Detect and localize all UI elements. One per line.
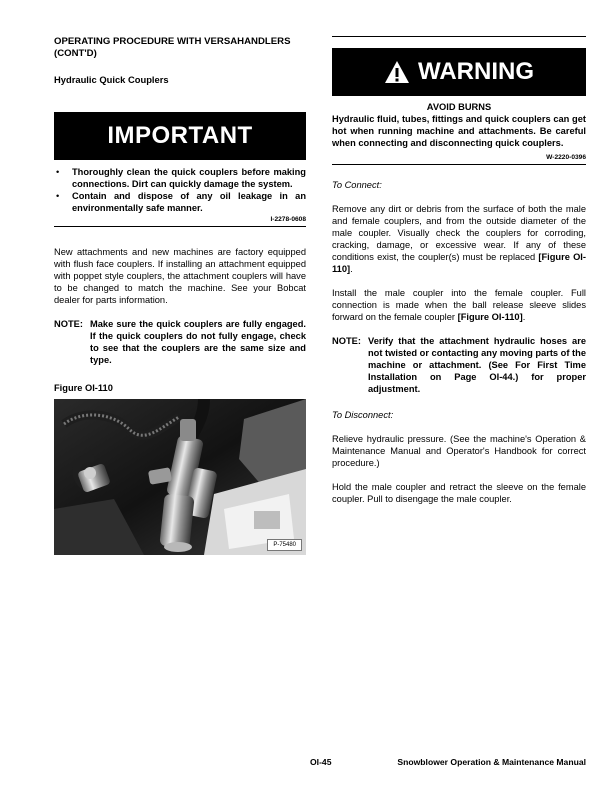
- left-note: [54, 318, 306, 366]
- figure-reference: [Figure OI-110]: [332, 252, 586, 274]
- section-subheading: Hydraulic Quick Couplers: [54, 74, 169, 85]
- figure-label: Figure OI-110: [54, 383, 113, 393]
- connect-paragraph-1: Remove any dirt or debris from the surface of both the male and female couplers, and from the outside diameter of the male coupler. Visually check the couplers for corroding, cracking, damage, or excessive wear. If any of these conditions exist, the coupler(s) must be replaced [Figure OI-110].: [332, 204, 586, 274]
- note-text: Make sure the quick couplers are fully engaged. If the quick couplers do not fully engage, check to see that the couplers are the same size and type.: [90, 319, 306, 365]
- disconnect-paragraph-2: Hold the male coupler and retract the sleeve on the female coupler. Pull to disengage the male coupler.: [332, 482, 586, 504]
- right-column: [332, 36, 586, 505]
- important-bullet: • Contain and dispose of any oil leakage in an environmentally safe manner.: [56, 191, 306, 213]
- warning-text: Hydraulic fluid, tubes, fittings and quick couplers can get hot when running machine and attachments. Be careful when connecting and disconnecting quick couplers.: [332, 114, 586, 148]
- warning-title: AVOID BURNS: [426, 102, 492, 112]
- right-note: [332, 335, 586, 395]
- connect-heading: To Connect:: [332, 180, 382, 190]
- attachment-paragraph: New attachments and new machines are factory equipped with flush face couplers. If installing an attachment equipped with poppet style couplers, the attachment couplers will have to be changed to match the machine. See your Bobcat dealer for parts information.: [54, 247, 306, 305]
- important-banner: [54, 112, 306, 160]
- coupler-photo-image: [54, 399, 306, 555]
- manual-title: Snowblower Operation & Maintenance Manual: [397, 757, 586, 767]
- figure-reference: [Figure OI-110]: [457, 312, 523, 322]
- warning-triangle-icon: [384, 60, 410, 84]
- section-heading: OPERATING PROCEDURE WITH VERSAHANDLERS (CONT'D): [54, 36, 291, 59]
- connect-paragraph-2: Install the male coupler into the female coupler. Full connection is made when the ball release sleeve slides forward on the female coupler [Figure OI-110].: [332, 288, 586, 322]
- important-code: I-2278-0608: [270, 216, 306, 223]
- left-column: [54, 36, 306, 555]
- disconnect-heading: To Disconnect:: [332, 410, 394, 420]
- warning-code: W-2220-0396: [546, 154, 586, 161]
- important-box: [54, 160, 306, 227]
- note-text: Verify that the attachment hydraulic hoses are not twisted or contacting any moving parts of the machine or attachment. (See For First Time Installation on Page OI-44.) for proper adjustment.: [368, 336, 586, 394]
- warning-banner-label: WARNING: [418, 58, 534, 85]
- photo-id: P-75480: [267, 539, 302, 551]
- warning-box: [332, 96, 586, 165]
- important-bullet: • Thoroughly clean the quick couplers before making connections. Dirt can quickly damage the system.: [56, 167, 306, 189]
- note-label: NOTE:: [54, 319, 83, 329]
- warning-banner: [332, 48, 586, 96]
- warning-top-rule: [332, 36, 586, 37]
- page-number: OI-45: [310, 757, 332, 767]
- coupler-photo: [54, 399, 306, 555]
- important-banner-label: IMPORTANT: [107, 122, 253, 149]
- note-label: NOTE:: [332, 336, 361, 346]
- disconnect-paragraph-1: Relieve hydraulic pressure. (See the machine's Operation & Maintenance Manual and Operator's Handbook for correct procedure.): [332, 434, 586, 468]
- important-list: [54, 166, 306, 214]
